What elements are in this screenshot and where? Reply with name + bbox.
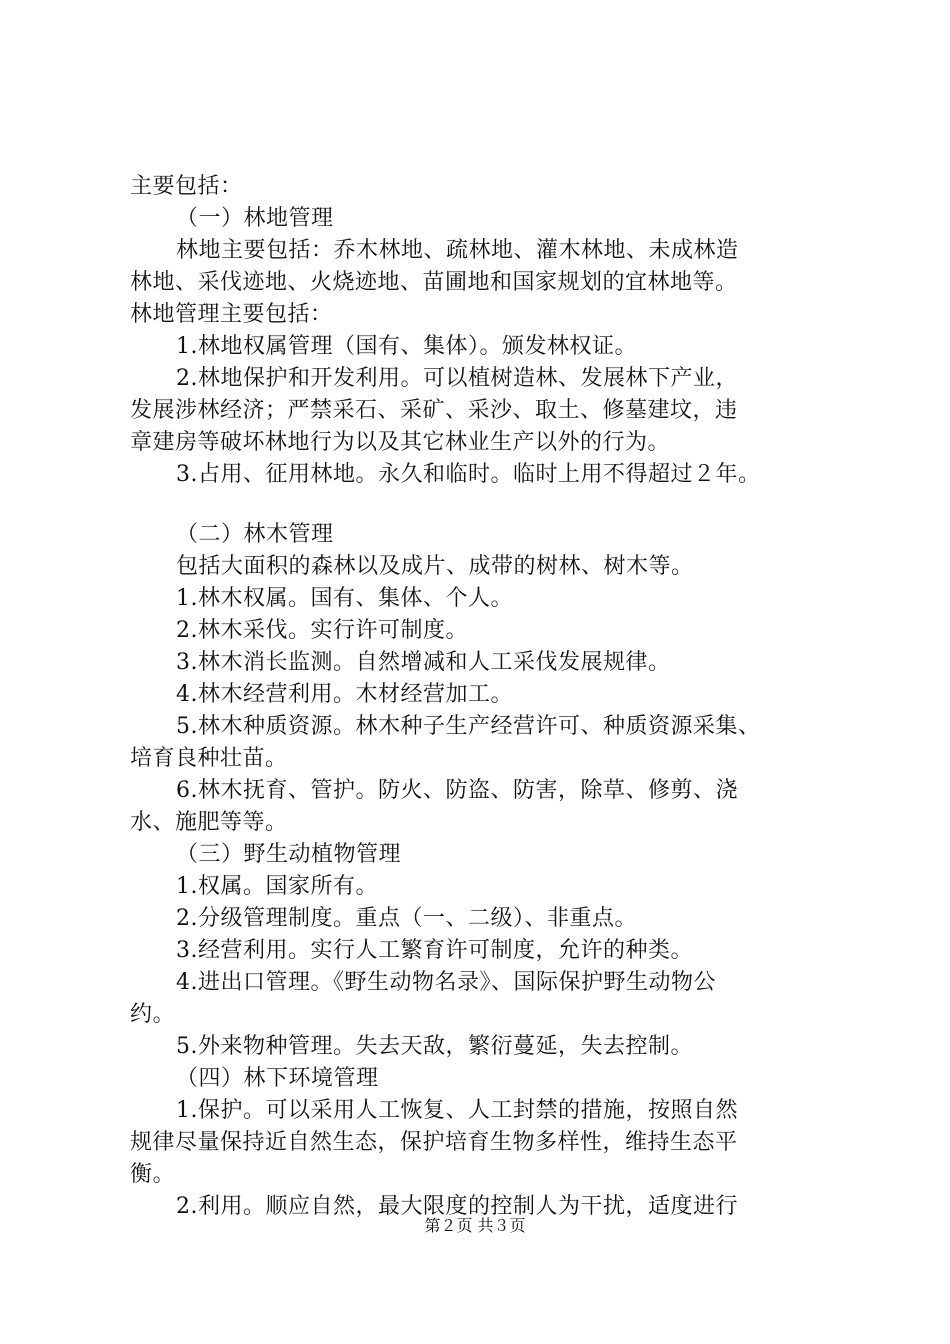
section-heading: （二）林木管理	[176, 522, 334, 547]
list-item: 2.分级管理制度。重点（一、二级）、非重点。	[176, 906, 637, 931]
text-line: 林地、采伐迹地、火烧迹地、苗圃地和国家规划的宜林地等。	[130, 270, 738, 295]
list-item: 3.占用、征用林地。永久和临时。临时上用不得超过２年。	[176, 462, 761, 487]
text-line: 水、施肥等等。	[130, 810, 288, 835]
list-item: 3.经营利用。实行人工繁育许可制度，允许的种类。	[176, 938, 693, 963]
list-item: 1.保护。可以采用人工恢复、人工封禁的措施，按照自然	[176, 1098, 738, 1123]
list-item: 2.林木采伐。实行许可制度。	[176, 618, 468, 643]
list-item: 2.利用。顺应自然，最大限度的控制人为干扰，适度进行	[176, 1194, 738, 1219]
page-footer	[0, 1216, 950, 1236]
list-item: 1.林木权属。国有、集体、个人。	[176, 586, 513, 611]
text-line: 规律尽量保持近自然生态，保护培育生物多样性，维持生态平	[130, 1130, 738, 1155]
list-item: 5.外来物种管理。失去天敌，繁衍蔓延，失去控制。	[176, 1034, 693, 1059]
text-line: 主要包括：	[130, 174, 243, 199]
list-item: 6.林木抚育、管护。防火、防盗、防害，除草、修剪、浇	[176, 778, 738, 803]
list-item: 1.林地权属管理（国有、集体）。颁发林权证。	[176, 334, 637, 359]
text-line: 林地管理主要包括：	[130, 302, 333, 327]
page-number: 第２页 共３页	[424, 1216, 526, 1235]
text-line: 包括大面积的森林以及成片、成带的树林、树木等。	[176, 554, 694, 579]
text-line: 林地主要包括：乔木林地、疏林地、灌木林地、未成林造	[176, 238, 739, 263]
text-line: 衡。	[130, 1162, 176, 1187]
paragraph-gap	[130, 491, 850, 519]
document-body	[130, 171, 850, 1223]
list-item: 3.林木消长监测。自然增减和人工采伐发展规律。	[176, 650, 671, 675]
text-line: 章建房等破坏林地行为以及其它林业生产以外的行为。	[130, 430, 671, 455]
section-heading: （一）林地管理	[176, 206, 334, 231]
text-line: 约。	[130, 1002, 176, 1027]
section-heading: （四）林下环境管理	[176, 1066, 379, 1091]
list-item: 4.进出口管理。《野生动物名录》、国际保护野生动物公	[176, 970, 716, 995]
text-line: 培育良种壮苗。	[130, 746, 288, 771]
list-item: 1.权属。国家所有。	[176, 874, 378, 899]
list-item: 4.林木经营利用。木材经营加工。	[176, 682, 513, 707]
list-item: 5.林木种质资源。林木种子生产经营许可、种质资源采集、	[176, 714, 761, 739]
text-line: 发展涉林经济；严禁采石、采矿、采沙、取土、修墓建坟，违	[130, 398, 738, 423]
list-item: 2.林地保护和开发利用。可以植树造林、发展林下产业，	[176, 366, 738, 391]
section-heading: （三）野生动植物管理	[176, 842, 402, 867]
